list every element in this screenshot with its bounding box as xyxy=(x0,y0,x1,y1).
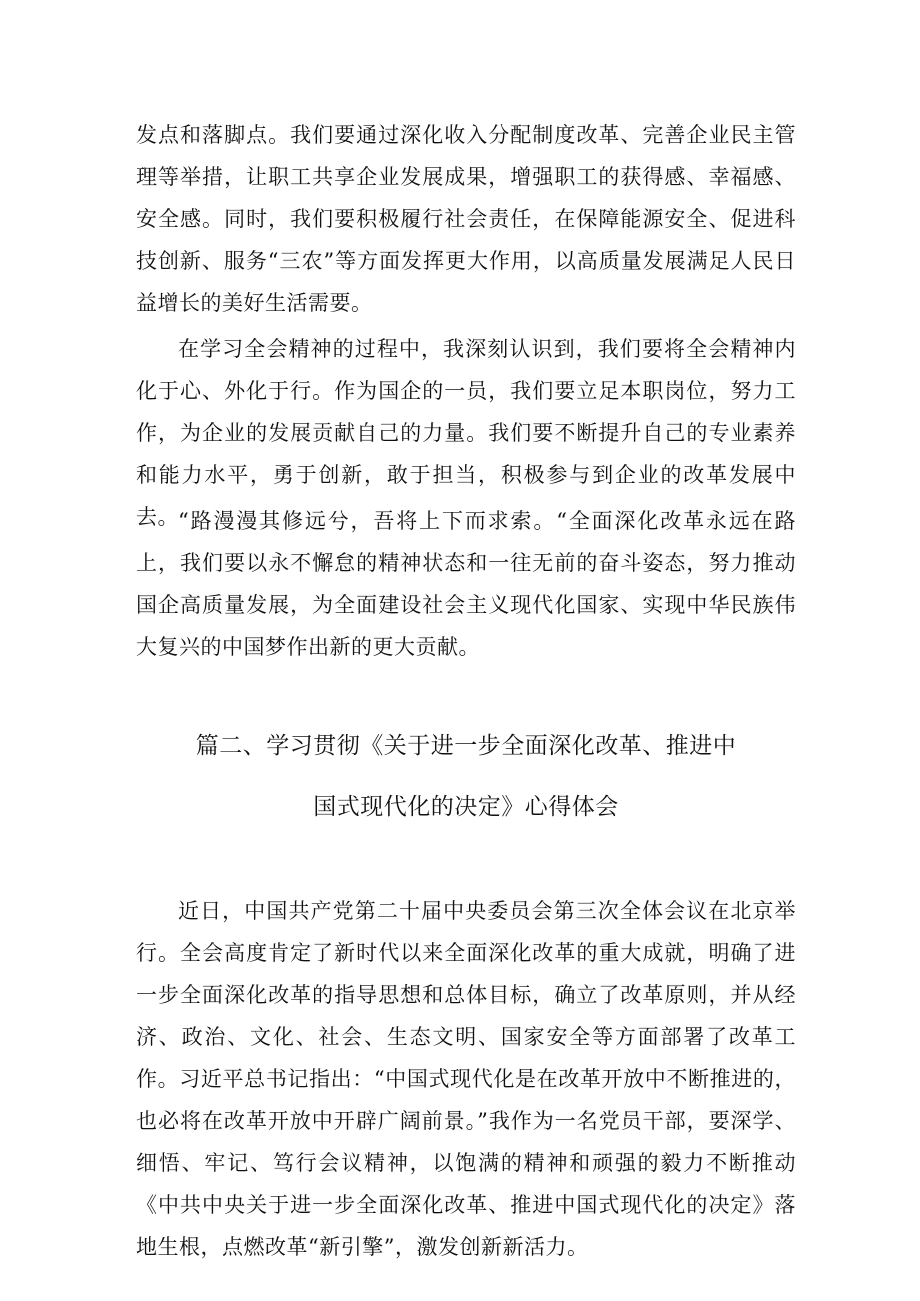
paragraph-continuation: 发点和落脚点。我们要通过深化收入分配制度改革、完善企业民主管理等举措，让职工共享企业发展成果，增强职工的获得感、幸福感、安全感。同时，我们要积极履行社会责任，在保障能源安全、促进科技创新、服务“三农”等方面发挥更大作用，以高质量发展满足人民日益增长的美好生活需要。 xyxy=(136,123,796,315)
paragraph-section-intro: 近日，中国共产党第二十届中央委员会第三次全体会议在北京举行。全会高度肯定了新时代以来全面深化改革的重大成就，明确了进一步全面深化改革的指导思想和总体目标，确立了改革原则，并从经济、政治、文化、社会、生态文明、国家安全等方面部署了改革工作。习近平总书记指出：“中国式现代化是在改革开放中不断推进的，也必将在改革开放中开辟广阔前景。”我作为一名党员干部，要深学、细悟、牢记、笃行会议精神，以饱满的精神和顽强的毅力不断推动《中共中央关于进一步全面深化改革、推进中国式现代化的决定》落地生根，点燃改革“新引擎”，激发创新新活力。 xyxy=(136,899,796,1259)
paragraph-study-spirit: 在学习全会精神的过程中，我深刻认识到，我们要将全会精神内化于心、外化于行。作为国企的一员，我们要立足本职岗位，努力工作，为企业的发展贡献自己的力量。我们要不断提升自己的专业素养和能力水平，勇于创新，敢于担当，积极参与到企业的改革发展中去。 xyxy=(136,337,796,529)
paragraph-long-road: “路漫漫其修远兮，吾将上下而求索。“全面深化改革永远在路上，我们要以永不懈怠的精神状态和一往无前的奋斗姿态，努力推动国企高质量发展，为全面建设社会主义现代化国家、实现中华民族伟大复兴的中国梦作出新的更大贡献。 xyxy=(136,509,796,659)
section-title-line-1: 篇二、学习贯彻《关于进一步全面深化改革、推进中 xyxy=(195,733,737,759)
section-title-line-2: 国式现代化的决定》心得体会 xyxy=(313,794,619,820)
